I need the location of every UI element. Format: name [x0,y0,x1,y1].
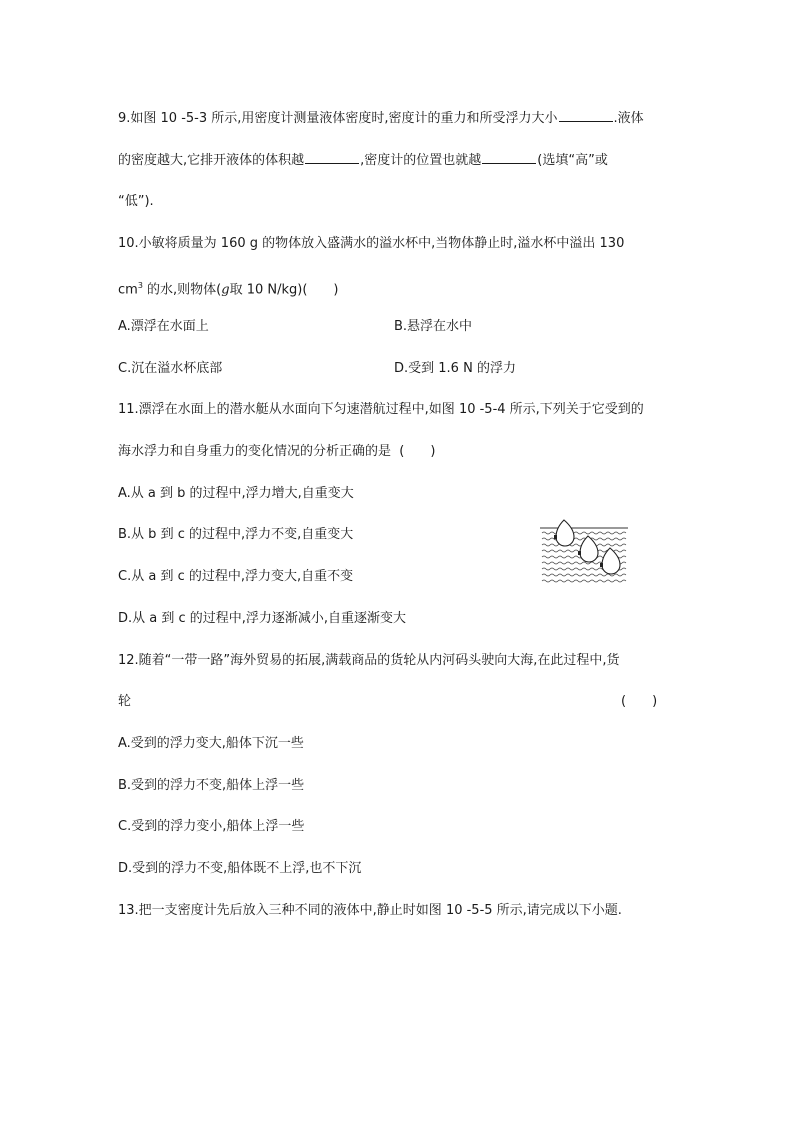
q9-blank-3[interactable] [482,151,536,164]
q10-unit-cm: cm [118,282,138,298]
submarine-figure [538,518,630,588]
q9-text-3: 的密度越大,它排开液体的体积越 [118,153,305,168]
q10-option-c[interactable]: C.沉在溢水杯底部 [118,361,223,376]
q12-option-d[interactable]: D.受到的浮力不变,船体既不上浮,也不下沉 [118,861,362,876]
q12-option-c[interactable]: C.受到的浮力变小,船体上浮一些 [118,819,305,834]
q9-line3: “低”). [118,194,154,209]
q12-stem-line2: 轮 [118,694,132,709]
q10-unit-sup: 3 [137,281,143,290]
q12-option-a[interactable]: A.受到的浮力变大,船体下沉一些 [118,736,304,751]
q9-text-4: ,密度计的位置也就越 [360,153,482,168]
q10-text-b: 取 10 N/kg)( ) [229,282,339,298]
q11-stem-line1: 11.漂浮在水面上的潜水艇从水面向下匀速潜航过程中,如图 10 -5-4 所示,下列关于它受到的 [118,402,644,417]
q12-option-b[interactable]: B.受到的浮力不变,船体上浮一些 [118,778,305,793]
q11-option-a[interactable]: A.从 a 到 b 的过程中,浮力增大,自重变大 [118,486,354,501]
q9-line1 [118,109,644,128]
q10-stem-line2 [118,277,339,299]
q9-line2 [118,151,608,170]
q12-answer-paren[interactable]: ( ) [621,694,658,709]
q10-stem-line1: 10.小敏将质量为 160 g 的物体放入盛满水的溢水杯中,当物体静止时,溢水杯中溢出 130 [118,236,625,251]
q9-text-5: (选填“高”或 [537,153,608,168]
q9-text-1: 9.如图 10 -5-3 所示,用密度计测量液体密度时,密度计的重力和所受浮力大小 [118,111,558,126]
q12-stem-line1: 12.随着“一带一路”海外贸易的拓展,满载商品的货轮从内河码头驶向大海,在此过程中,货 [118,653,620,668]
q10-option-a[interactable]: A.漂浮在水面上 [118,319,209,334]
q11-option-b[interactable]: B.从 b 到 c 的过程中,浮力不变,自重变大 [118,527,354,542]
q11-option-d[interactable]: D.从 a 到 c 的过程中,浮力逐渐减小,自重逐渐变大 [118,611,407,626]
q10-option-b[interactable]: B.悬浮在水中 [394,319,473,334]
submarine-a [554,520,574,546]
q13-stem-line1: 13.把一支密度计先后放入三种不同的液体中,静止时如图 10 -5-5 所示,请完成以下小题. [118,903,622,918]
q11-stem-line2: 海水浮力和自身重力的变化情况的分析正确的是 ( ) [118,444,436,459]
q10-option-d[interactable]: D.受到 1.6 N 的浮力 [394,361,516,376]
submarine-diagram [538,518,630,588]
q9-text-2: .液体 [613,111,644,126]
q10-text-a: 的水,则物体( [142,282,222,298]
q9-blank-1[interactable] [559,109,613,122]
q9-blank-2[interactable] [305,151,359,164]
q10-g-symbol: g [221,282,230,298]
q11-option-c[interactable]: C.从 a 到 c 的过程中,浮力变大,自重不变 [118,569,354,584]
